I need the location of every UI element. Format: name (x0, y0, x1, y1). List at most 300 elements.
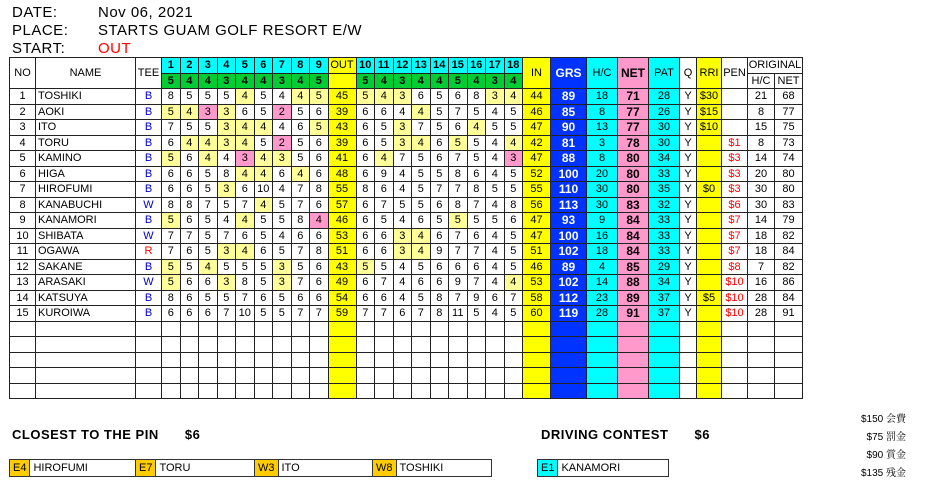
empty-cell (467, 337, 486, 353)
par-value: 5 (356, 73, 375, 89)
hole-score: 7 (430, 182, 449, 198)
in-total: 52 (523, 166, 551, 182)
out-total: 41 (328, 151, 356, 167)
hole-score: 8 (291, 213, 310, 229)
hole-score: 4 (236, 120, 255, 136)
empty-cell (375, 337, 394, 353)
gross-score: 81 (551, 135, 587, 151)
place-label: PLACE: (12, 22, 69, 39)
empty-cell (430, 321, 449, 337)
empty-cell (356, 383, 375, 399)
hole-score: 6 (310, 135, 329, 151)
empty-cell (136, 352, 162, 368)
player-tee: B (136, 306, 162, 322)
empty-cell (328, 383, 356, 399)
handicap: 20 (587, 166, 618, 182)
original-hc: 14 (748, 151, 775, 167)
hole-score: 5 (273, 213, 292, 229)
hole-score: 7 (217, 306, 236, 322)
hole-score: 4 (486, 306, 505, 322)
empty-cell (587, 383, 618, 399)
par-value: 3 (217, 73, 236, 89)
penalty: $1 (722, 135, 748, 151)
empty-cell (587, 321, 618, 337)
empty-cell (449, 383, 468, 399)
net-score: 84 (618, 228, 649, 244)
hole-score: 4 (486, 166, 505, 182)
hole-score: 5 (199, 228, 218, 244)
empty-row (10, 337, 803, 353)
hole-score: 4 (254, 151, 273, 167)
hole-score: 4 (412, 228, 431, 244)
winner-name: TOSHIKI (399, 462, 444, 474)
empty-cell (697, 352, 722, 368)
hole-number: 8 (291, 58, 310, 74)
winner-cell (373, 460, 491, 476)
hole-score: 5 (291, 135, 310, 151)
hole-score: 5 (467, 213, 486, 229)
hole-score: 8 (356, 182, 375, 198)
player-no: 6 (10, 166, 36, 182)
empty-cell (523, 368, 551, 384)
original-net: 83 (775, 197, 803, 213)
player-row (10, 275, 803, 291)
empty-cell (587, 368, 618, 384)
empty-cell (467, 383, 486, 399)
qualified: Y (680, 104, 697, 120)
original-net: 79 (775, 213, 803, 229)
empty-cell (162, 368, 181, 384)
original-net: 82 (775, 259, 803, 275)
hole-score: 5 (254, 259, 273, 275)
hole-score: 4 (273, 120, 292, 136)
hole-score: 6 (430, 259, 449, 275)
net-score: 88 (618, 275, 649, 291)
original-net: 84 (775, 244, 803, 260)
empty-cell (36, 352, 136, 368)
handicap: 30 (587, 182, 618, 198)
hole-score: 7 (162, 244, 181, 260)
hole-score: 6 (467, 259, 486, 275)
hole-score: 7 (467, 197, 486, 213)
hole-score: 5 (486, 182, 505, 198)
hole-score: 5 (254, 135, 273, 151)
rri-value (697, 151, 722, 167)
player-name: ARASAKI (36, 275, 136, 291)
hole-score: 6 (162, 166, 181, 182)
hole-score: 4 (273, 228, 292, 244)
penalty: $10 (722, 290, 748, 306)
empty-cell (273, 337, 292, 353)
hole-score: 5 (504, 120, 523, 136)
empty-cell (775, 337, 803, 353)
out-total: 54 (328, 290, 356, 306)
hole-score: 6 (162, 306, 181, 322)
hole-number: 14 (430, 58, 449, 74)
hole-score: 4 (393, 166, 412, 182)
hole-score: 7 (375, 197, 394, 213)
player-no: 12 (10, 259, 36, 275)
qualified: Y (680, 120, 697, 136)
gross-score: 93 (551, 213, 587, 229)
qualified: Y (680, 213, 697, 229)
empty-cell (273, 321, 292, 337)
hole-score: 3 (217, 275, 236, 291)
hole-score: 5 (199, 290, 218, 306)
empty-cell (180, 383, 199, 399)
empty-cell (10, 321, 36, 337)
player-name: SAKANE (36, 259, 136, 275)
hole-score: 2 (273, 104, 292, 120)
hole-score: 4 (217, 151, 236, 167)
hole-score: 5 (412, 182, 431, 198)
penalty: $10 (722, 275, 748, 291)
hole-score: 5 (254, 228, 273, 244)
hole-score: 5 (273, 290, 292, 306)
empty-cell (291, 368, 310, 384)
empty-cell (236, 368, 255, 384)
hole-score: 6 (449, 89, 468, 105)
col-tee: TEE (136, 58, 162, 89)
hole-score: 6 (430, 275, 449, 291)
gross-score: 100 (551, 228, 587, 244)
par-value: 3 (393, 73, 412, 89)
hole-score: 4 (254, 166, 273, 182)
hole-score: 5 (199, 244, 218, 260)
hole-score: 8 (449, 197, 468, 213)
empty-cell (412, 321, 431, 337)
hole-score: 7 (467, 275, 486, 291)
hole-score: 4 (180, 104, 199, 120)
putts: 28 (649, 89, 680, 105)
empty-cell (310, 352, 329, 368)
original-hc: 28 (748, 290, 775, 306)
par-value: 4 (180, 73, 199, 89)
player-name: KAMINO (36, 151, 136, 167)
par-value: 4 (375, 73, 394, 89)
hole-score: 6 (375, 244, 394, 260)
winner-hole: E7 (136, 460, 156, 476)
empty-cell (291, 337, 310, 353)
penalty (722, 104, 748, 120)
hole-score: 4 (412, 104, 431, 120)
hole-score: 8 (504, 197, 523, 213)
hole-score: 5 (180, 89, 199, 105)
hole-score: 6 (236, 228, 255, 244)
hole-score: 5 (375, 213, 394, 229)
hole-score: 5 (291, 151, 310, 167)
hole-score: 3 (273, 151, 292, 167)
hole-score: 7 (412, 120, 431, 136)
hole-score: 11 (449, 306, 468, 322)
player-no: 7 (10, 182, 36, 198)
hole-score: 5 (412, 259, 431, 275)
qualified: Y (680, 166, 697, 182)
hole-score: 6 (180, 306, 199, 322)
putts: 37 (649, 290, 680, 306)
hole-score: 5 (486, 120, 505, 136)
player-no: 8 (10, 197, 36, 213)
col-pat: PAT (649, 58, 680, 89)
hole-score: 6 (467, 166, 486, 182)
hole-score: 6 (504, 213, 523, 229)
empty-cell (467, 321, 486, 337)
hole-score: 5 (504, 182, 523, 198)
winner-hole: W8 (373, 460, 397, 476)
empty-cell (236, 352, 255, 368)
empty-cell (36, 383, 136, 399)
in-total: 58 (523, 290, 551, 306)
hole-score: 10 (236, 306, 255, 322)
hole-score: 6 (375, 290, 394, 306)
hole-score: 9 (449, 275, 468, 291)
empty-cell (412, 337, 431, 353)
original-hc: 14 (748, 213, 775, 229)
qualified: Y (680, 151, 697, 167)
hole-score: 8 (162, 197, 181, 213)
player-no: 4 (10, 135, 36, 151)
col-out: OUT (328, 58, 356, 74)
out-total: 55 (328, 182, 356, 198)
winner-name: KANAMORI (561, 462, 621, 474)
handicap: 8 (587, 151, 618, 167)
empty-cell (10, 368, 36, 384)
empty-cell (254, 321, 273, 337)
gross-score: 90 (551, 120, 587, 136)
empty-cell (551, 368, 587, 384)
putts: 34 (649, 151, 680, 167)
player-row (10, 306, 803, 322)
empty-cell (504, 352, 523, 368)
hole-score: 5 (180, 120, 199, 136)
out-total: 53 (328, 228, 356, 244)
winner-hole: E1 (538, 460, 558, 476)
in-total: 53 (523, 275, 551, 291)
rri-value: $0 (697, 182, 722, 198)
hole-score: 3 (504, 151, 523, 167)
hole-score: 4 (393, 290, 412, 306)
net-score: 80 (618, 182, 649, 198)
empty-cell (504, 321, 523, 337)
hole-score: 7 (291, 244, 310, 260)
hole-score: 4 (486, 228, 505, 244)
hole-score: 6 (356, 104, 375, 120)
hole-number: 9 (310, 58, 329, 74)
hole-score: 4 (254, 197, 273, 213)
hole-number: 2 (180, 58, 199, 74)
hole-score: 6 (375, 104, 394, 120)
empty-cell (680, 383, 697, 399)
hole-score: 3 (217, 104, 236, 120)
money-balance: $135 残金 (860, 468, 906, 479)
putts: 37 (649, 306, 680, 322)
hole-score: 7 (467, 244, 486, 260)
hole-score: 6 (356, 290, 375, 306)
hole-score: 6 (467, 228, 486, 244)
hole-score: 3 (217, 182, 236, 198)
hole-score: 4 (486, 104, 505, 120)
header-row (10, 58, 803, 74)
player-no: 15 (10, 306, 36, 322)
empty-cell (775, 321, 803, 337)
hole-score: 5 (449, 213, 468, 229)
hole-score: 7 (236, 197, 255, 213)
hole-score: 9 (375, 166, 394, 182)
hole-score: 5 (162, 275, 181, 291)
hole-score: 6 (430, 197, 449, 213)
empty-cell (467, 368, 486, 384)
hole-score: 6 (356, 228, 375, 244)
hole-score: 7 (375, 275, 394, 291)
empty-cell (618, 321, 649, 337)
empty-cell (618, 368, 649, 384)
hole-score: 7 (217, 228, 236, 244)
player-name: HIROFUMI (36, 182, 136, 198)
hole-score: 6 (180, 275, 199, 291)
empty-cell (328, 352, 356, 368)
hole-score: 6 (310, 259, 329, 275)
hole-score: 7 (180, 228, 199, 244)
player-row (10, 182, 803, 198)
hole-score: 4 (199, 259, 218, 275)
empty-cell (310, 368, 329, 384)
empty-cell (273, 368, 292, 384)
hole-score: 7 (449, 151, 468, 167)
in-total: 60 (523, 306, 551, 322)
hole-score: 6 (356, 244, 375, 260)
handicap: 4 (587, 259, 618, 275)
hole-score: 3 (393, 89, 412, 105)
hole-score: 5 (162, 259, 181, 275)
empty-cell (722, 368, 748, 384)
hole-score: 5 (504, 259, 523, 275)
gross-score: 110 (551, 182, 587, 198)
hole-score: 4 (236, 213, 255, 229)
empty-cell (217, 383, 236, 399)
hole-score: 7 (393, 151, 412, 167)
empty-cell (680, 352, 697, 368)
hole-score: 5 (273, 197, 292, 213)
hole-score: 6 (291, 290, 310, 306)
player-row (10, 213, 803, 229)
in-total: 47 (523, 213, 551, 229)
empty-cell (504, 383, 523, 399)
hole-score: 5 (412, 151, 431, 167)
hole-score: 5 (310, 120, 329, 136)
hole-score: 4 (393, 182, 412, 198)
gross-score: 100 (551, 166, 587, 182)
original-hc: 8 (748, 135, 775, 151)
original-net: 75 (775, 120, 803, 136)
hole-number: 3 (199, 58, 218, 74)
hole-score: 5 (217, 259, 236, 275)
empty-cell (551, 383, 587, 399)
empty-cell (136, 321, 162, 337)
empty-cell (199, 383, 218, 399)
net-score: 84 (618, 213, 649, 229)
col-original: ORIGINAL (748, 59, 802, 72)
hole-score: 3 (393, 120, 412, 136)
hole-score: 5 (217, 197, 236, 213)
hole-score: 4 (393, 213, 412, 229)
handicap: 18 (587, 244, 618, 260)
empty-cell (199, 352, 218, 368)
hole-score: 7 (162, 228, 181, 244)
driving-contest-label: DRIVING CONTEST (541, 427, 669, 442)
original-hc: 15 (748, 120, 775, 136)
net-score: 80 (618, 166, 649, 182)
player-row (10, 290, 803, 306)
hole-score: 4 (486, 275, 505, 291)
hole-score: 5 (412, 197, 431, 213)
par-value: 3 (273, 73, 292, 89)
empty-cell (722, 383, 748, 399)
par-value: 4 (254, 73, 273, 89)
empty-cell (199, 368, 218, 384)
hole-score: 4 (486, 259, 505, 275)
hole-score: 6 (375, 182, 394, 198)
qualified: Y (680, 306, 697, 322)
empty-cell (697, 321, 722, 337)
hole-score: 6 (310, 151, 329, 167)
driving-winners (537, 459, 669, 477)
empty-cell (775, 383, 803, 399)
empty-cell (775, 368, 803, 384)
par-value: 4 (291, 73, 310, 89)
hole-score: 5 (217, 89, 236, 105)
hole-score: 6 (430, 228, 449, 244)
player-tee: B (136, 182, 162, 198)
hole-score: 6 (430, 135, 449, 151)
par-value: 4 (467, 73, 486, 89)
hole-score: 4 (273, 182, 292, 198)
date-label: DATE: (12, 4, 58, 21)
hole-score: 6 (162, 182, 181, 198)
empty-cell (254, 383, 273, 399)
in-total: 47 (523, 120, 551, 136)
scorecard-table (9, 57, 803, 399)
handicap: 14 (587, 275, 618, 291)
empty-cell (254, 337, 273, 353)
hole-score: 6 (412, 89, 431, 105)
rri-value (697, 259, 722, 275)
hole-score: 6 (356, 120, 375, 136)
hole-score: 6 (180, 213, 199, 229)
empty-row (10, 321, 803, 337)
closest-winners (9, 459, 492, 477)
empty-cell (680, 321, 697, 337)
hole-score: 8 (430, 306, 449, 322)
hole-score: 4 (504, 275, 523, 291)
hole-score: 3 (199, 104, 218, 120)
player-no: 9 (10, 213, 36, 229)
rri-value (697, 213, 722, 229)
hole-score: 4 (291, 166, 310, 182)
putts: 32 (649, 197, 680, 213)
hole-score: 6 (180, 290, 199, 306)
hole-score: 6 (254, 290, 273, 306)
hole-score: 8 (162, 290, 181, 306)
hole-score: 3 (217, 135, 236, 151)
hole-score: 6 (356, 135, 375, 151)
empty-cell (775, 352, 803, 368)
hole-score: 9 (430, 244, 449, 260)
gross-score: 89 (551, 89, 587, 105)
rri-value (697, 135, 722, 151)
hole-score: 5 (254, 306, 273, 322)
player-tee: B (136, 166, 162, 182)
putts: 33 (649, 244, 680, 260)
